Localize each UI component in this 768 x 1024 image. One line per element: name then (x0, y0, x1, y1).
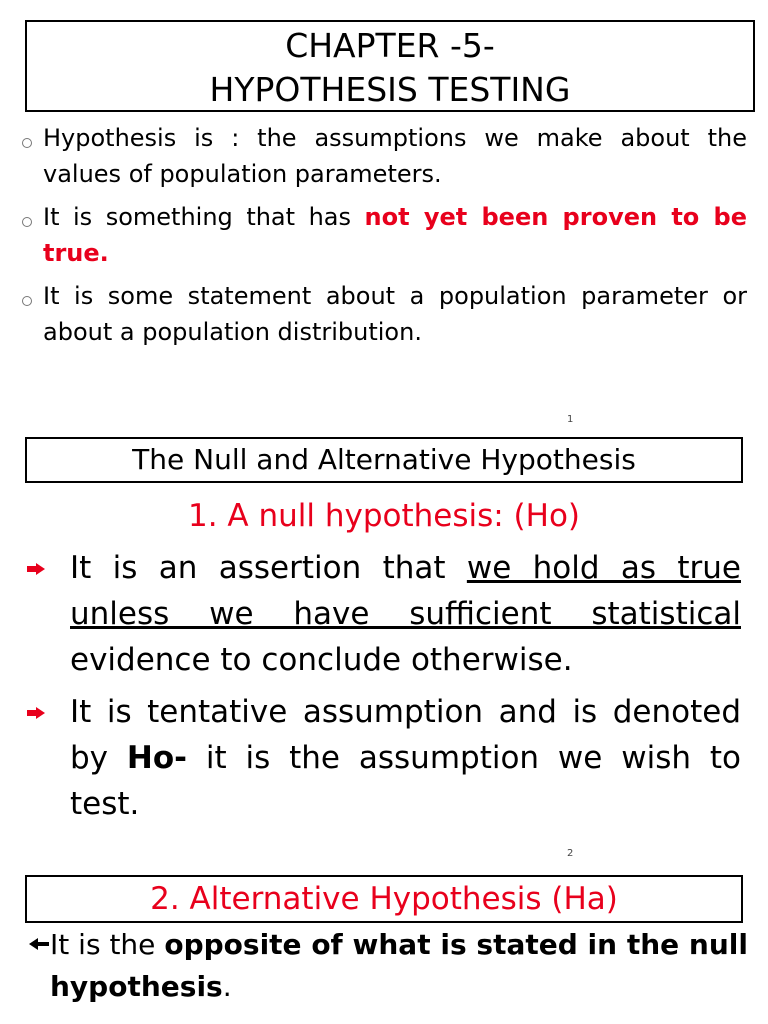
bullet-ring-icon (22, 138, 32, 148)
alternative-heading-box (25, 875, 743, 923)
bullet-hypothesis-definition: Hypothesis is : the assumptions we make about the values of population parameters. (43, 124, 747, 188)
null-alt-heading-box (25, 437, 743, 483)
opposite-highlight: opposite of what is stated in the null hypothesis (50, 928, 748, 1003)
null-alt-heading: The Null and Alternative Hypothesis (132, 443, 636, 476)
bullet-tentative-assumption: It is tentative assumption and is denoted by Ho- it is the assumption we wish to test. (70, 694, 741, 822)
page-number: 1 (567, 414, 574, 425)
page-number: 2 (567, 848, 574, 859)
null-hypothesis-subheading: 1. A null hypothesis: (Ho) (187, 498, 581, 534)
bullet-ring-icon (22, 296, 32, 306)
bullet-opposite-of-null: It is the opposite of what is stated in the null hypothesis. (50, 928, 748, 1003)
pointer-bullet-icon (29, 938, 49, 950)
bullet-ring-icon (22, 217, 32, 227)
not-proven-highlight: not yet been proven to be true. (43, 203, 748, 267)
chapter-title-box (25, 20, 755, 112)
assertion-underlined: we hold as true unless we have sufficient statistical (70, 550, 741, 632)
alternative-heading: 2. Alternative Hypothesis (Ha) (150, 881, 618, 917)
arrow-bullet-icon (27, 707, 45, 719)
arrow-bullet-icon (27, 563, 45, 575)
chapter-subtitle: HYPOTHESIS TESTING (209, 70, 571, 109)
bullet-not-proven: It is something that has not yet been proven to be true. (43, 203, 748, 267)
bullet-population-statement: It is some statement about a population parameter or about a population distribution. (43, 282, 747, 346)
chapter-title: CHAPTER -5- (285, 26, 495, 65)
ho-label: Ho- (126, 740, 187, 776)
bullet-assertion: It is an assertion that we hold as true unless we have sufficient statistical evidence to conclude otherwise. (70, 550, 741, 678)
